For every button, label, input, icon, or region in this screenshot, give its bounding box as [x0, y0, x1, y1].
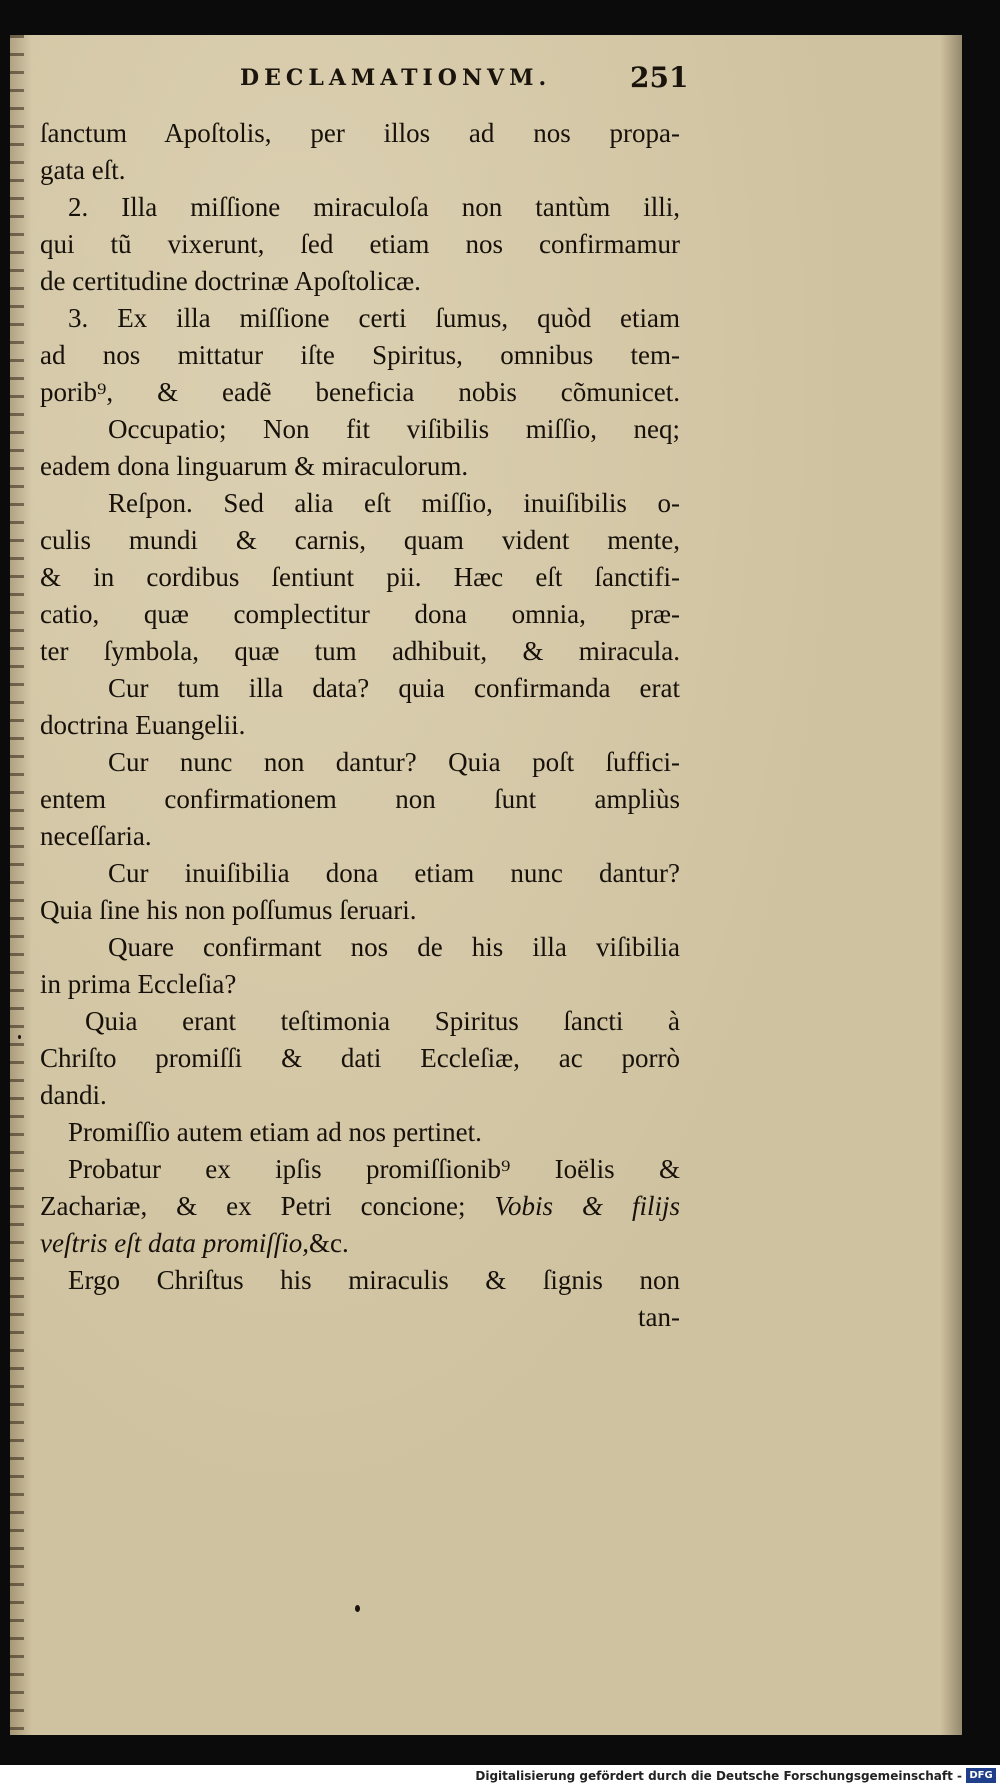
book-page: [10, 35, 962, 1735]
text-span-roman: Zachariæ, & ex Petri concione;: [40, 1191, 495, 1221]
text-line: Chriſto promiſſi & dati Eccleſiæ, ac porrò: [40, 1043, 680, 1073]
text-line: doctrina Euangelii.: [40, 710, 246, 740]
body-text: [40, 115, 680, 1336]
text-line: Quia ſine his non poſſumus ſeruari.: [40, 895, 417, 925]
text-line-mixed: [40, 1225, 680, 1262]
catchword: tan-: [638, 1302, 680, 1332]
text-line: 3. Ex illa miſſione certi ſumus, quòd etiam: [68, 303, 680, 333]
text-line: ter ſymbola, quæ tum adhibuit, & miracula.: [40, 636, 680, 666]
text-line: Probatur ex ipſis promiſſionib⁹ Ioëlis &: [68, 1154, 680, 1184]
funding-credit: Digitalisierung gefördert durch die Deutsche Forschungsgemeinschaft -: [475, 1769, 962, 1783]
text-line: Quia erant teſtimonia Spiritus ſancti à: [85, 1006, 680, 1036]
text-line: catio, quæ complectitur dona omnia, præ-: [40, 599, 680, 629]
ink-speck: [355, 1605, 360, 1612]
text-line: Cur tum illa data? quia confirmanda erat: [108, 673, 680, 703]
page-number: 251: [630, 61, 689, 94]
text-line: neceſſaria.: [40, 821, 152, 851]
text-line: Occupatio; Non fit viſibilis miſſio, neq;: [108, 414, 680, 444]
text-line: Quare confirmant nos de his illa viſibilia: [108, 932, 680, 962]
text-line: gata eſt.: [40, 155, 126, 185]
text-line: qui tũ vixerunt, ſed etiam nos confirmamur: [40, 229, 680, 259]
running-head: DECLAMATIONVM.: [240, 65, 552, 91]
text-line: ad nos mittatur iſte Spiritus, omnibus tem-: [40, 340, 680, 370]
page-header: [10, 61, 962, 105]
page-gutter-shadow: [10, 35, 24, 1735]
text-line: dandi.: [40, 1080, 107, 1110]
text-line: porib⁹, & eadẽ beneficia nobis cõmunicet.: [40, 377, 680, 407]
text-line: ſanctum Apoſtolis, per illos ad nos propa-: [40, 118, 680, 148]
text-line: 2. Illa miſſione miraculoſa non tantùm illi,: [68, 192, 680, 222]
text-span-italic: veſtris eſt data promiſſio,: [40, 1228, 309, 1258]
text-line: Cur nunc non dantur? Quia poſt ſuffici-: [108, 747, 680, 777]
text-line: entem confirmationem non ſunt ampliùs: [40, 784, 680, 814]
text-line: de certitudine doctrinæ Apoſtolicæ.: [40, 266, 421, 296]
text-line: Reſpon. Sed alia eſt miſſio, inuiſibilis o-: [108, 488, 680, 518]
digitization-footer: [0, 1765, 1000, 1788]
ink-speck: [18, 1035, 21, 1039]
text-line-mixed: [40, 1188, 680, 1225]
text-span-italic: Vobis & filijs: [494, 1191, 680, 1221]
dfg-logo: DFG: [966, 1768, 996, 1783]
text-span-roman: &c.: [309, 1228, 349, 1258]
text-line: Promiſſio autem etiam ad nos pertinet.: [68, 1117, 482, 1147]
text-line: culis mundi & carnis, quam vident mente,: [40, 525, 680, 555]
text-line: in prima Eccleſia?: [40, 969, 237, 999]
text-line: & in cordibus ſentiunt pii. Hæc eſt ſanctifi-: [40, 562, 680, 592]
text-line: Cur inuiſibilia dona etiam nunc dantur?: [108, 858, 680, 888]
text-line: eadem dona linguarum & miraculorum.: [40, 451, 469, 481]
text-line: Ergo Chriſtus his miraculis & ſignis non: [68, 1265, 680, 1295]
